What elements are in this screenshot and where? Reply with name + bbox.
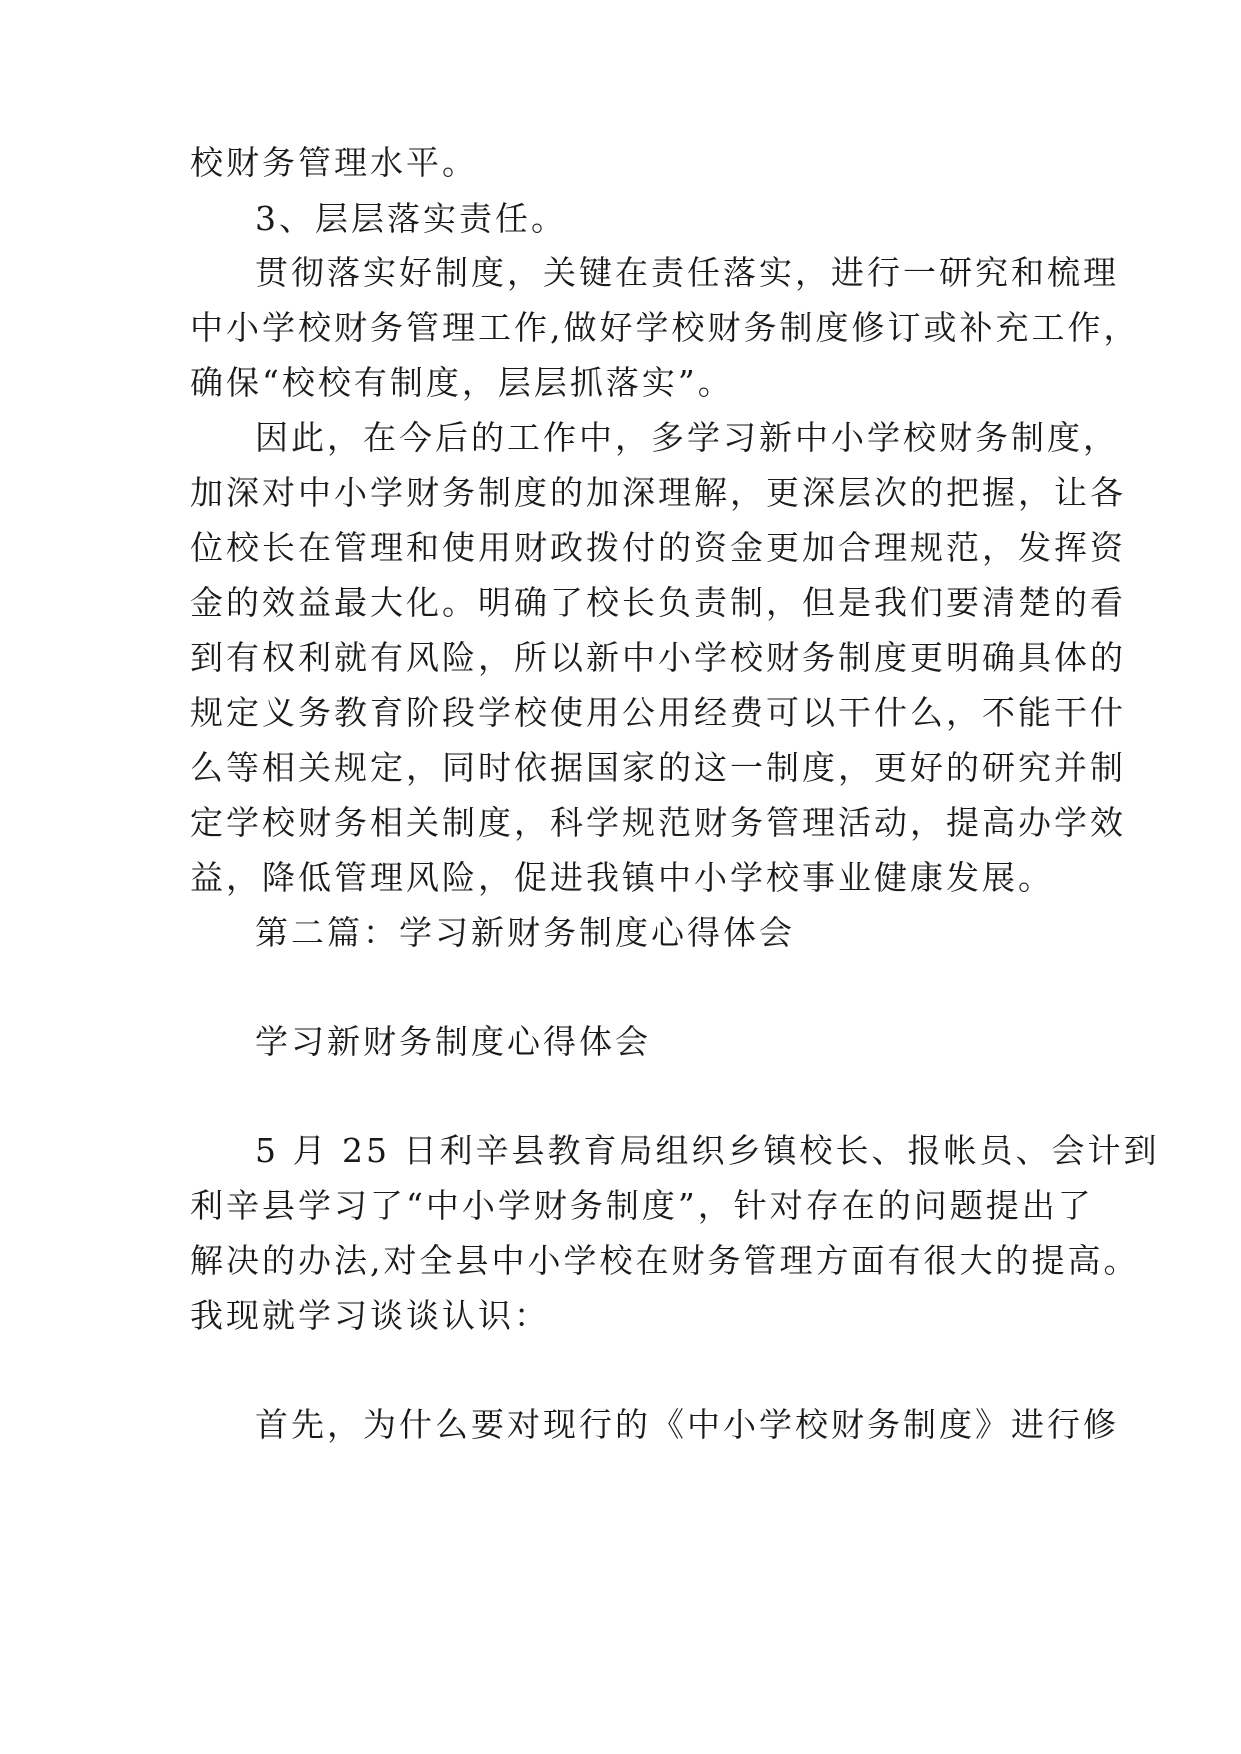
body-text-line: 解决的办法,对全县中小学校在财务管理方面有很大的提高。: [190, 1241, 1140, 1280]
body-text-line: 定学校财务相关制度，科学规范财务管理活动，提高办学效: [190, 803, 1126, 842]
article-title: 学习新财务制度心得体会: [255, 1022, 651, 1061]
chapter-heading: 第二篇：学习新财务制度心得体会: [255, 913, 795, 952]
body-text-line: 利辛县学习了“中小学财务制度”，针对存在的问题提出了: [190, 1186, 1094, 1225]
body-text-line: 确保“校校有制度，层层抓落实”。: [190, 363, 734, 402]
section-heading: 3、层层落实责任。: [255, 199, 567, 238]
body-text-line: 到有权利就有风险，所以新中小学校财务制度更明确具体的: [190, 638, 1126, 677]
body-text-line: 金的效益最大化。明确了校长负责制，但是我们要清楚的看: [190, 583, 1126, 622]
body-text-line: 我现就学习谈谈认识：: [190, 1296, 550, 1335]
body-text-line: 么等相关规定，同时依据国家的这一制度，更好的研究并制: [190, 748, 1126, 787]
body-text-line: 规定义务教育阶段学校使用公用经费可以干什么，不能干什: [190, 693, 1126, 732]
paragraph-first-line: 因此，在今后的工作中，多学习新中小学校财务制度，: [255, 418, 1119, 457]
body-text-line: 加深对中小学财务制度的加深理解，更深层次的把握，让各: [190, 473, 1126, 512]
body-text-line: 校财务管理水平。: [190, 143, 478, 182]
paragraph-first-line: 5 月 25 日利辛县教育局组织乡镇校长、报帐员、会计到: [255, 1131, 1160, 1170]
body-text-line: 益，降低管理风险，促进我镇中小学校事业健康发展。: [190, 858, 1054, 897]
body-text-line: 位校长在管理和使用财政拨付的资金更加合理规范，发挥资: [190, 528, 1126, 567]
paragraph-first-line: 贯彻落实好制度，关键在责任落实，进行一研究和梳理: [255, 253, 1119, 292]
body-text-line: 中小学校财务管理工作,做好学校财务制度修订或补充工作，: [190, 308, 1140, 347]
paragraph-first-line: 首先，为什么要对现行的《中小学校财务制度》进行修: [255, 1405, 1119, 1444]
